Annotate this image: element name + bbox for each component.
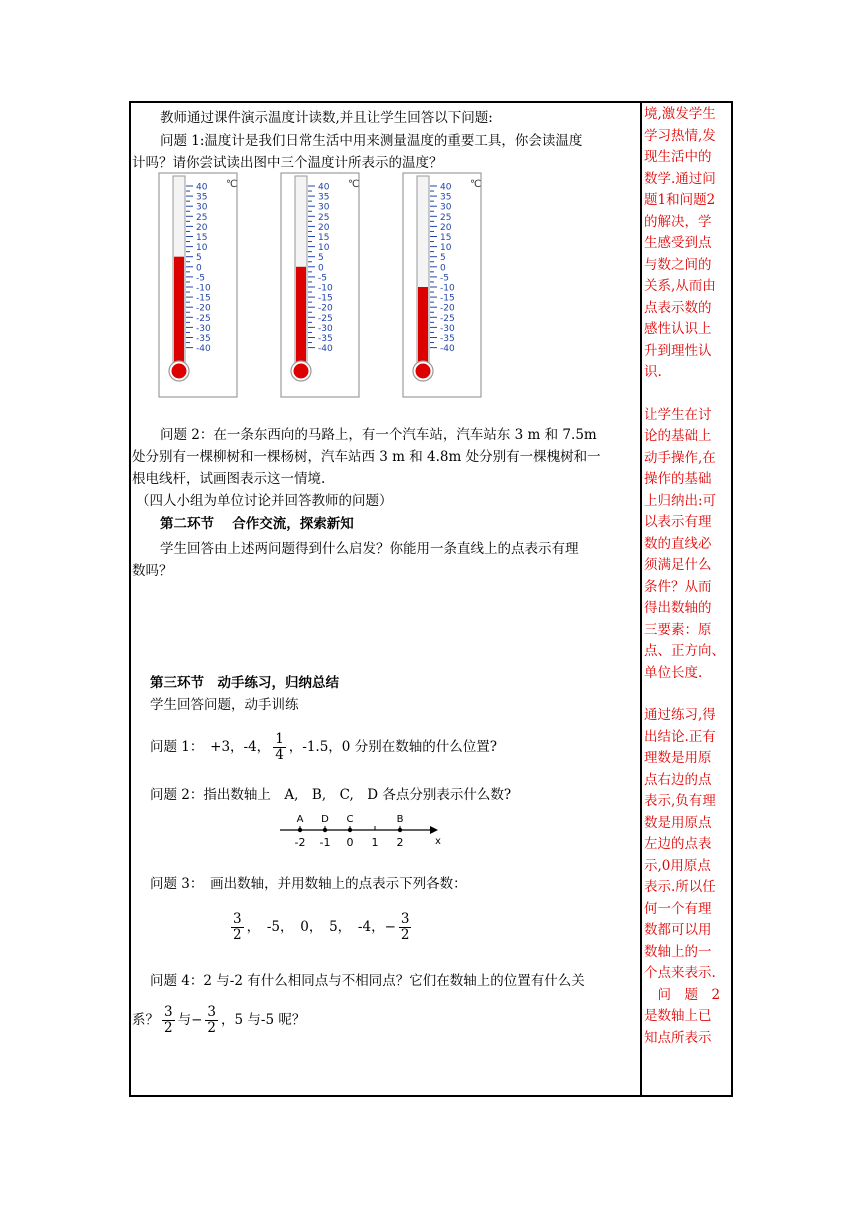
side-note-line: 数都可以用 xyxy=(644,922,712,938)
frac-denominator: 2 xyxy=(164,1020,173,1036)
side-note-line: 识. xyxy=(644,364,662,380)
side-note-block2 xyxy=(644,405,730,685)
question1-line2: 计吗？请你尝试读出图中三个温度计所表示的温度？ xyxy=(132,155,443,171)
side-note-line: 动手操作,在 xyxy=(644,449,716,466)
practice-question3-numbers xyxy=(228,905,414,949)
thermometer-tick-label: 0 xyxy=(196,263,202,274)
axis-point-b xyxy=(398,828,402,832)
thermometer-tick-label: 10 xyxy=(318,243,330,254)
thermometer-tick-label: -15 xyxy=(318,293,333,304)
thermometer-tick-label: 40 xyxy=(196,182,208,193)
axis-x-label: x xyxy=(435,836,441,847)
side-note-line: 生感受到点 xyxy=(644,235,712,251)
thermometer xyxy=(281,173,359,397)
mercury-column xyxy=(174,257,184,366)
side-note-line: 点表示数的 xyxy=(644,299,712,316)
thermometer-unit: ℃ xyxy=(470,179,482,190)
thermometer-tick-label: 10 xyxy=(440,243,452,254)
q1-suffix: ，-1.5，0 分别在数轴的什么位置? xyxy=(288,739,497,755)
practice-question2: 问题 2：指出数轴上 A, B, C, D 各点分别表示什么数? xyxy=(150,787,512,803)
thermometer-tick-label: -35 xyxy=(196,334,211,344)
frac-numerator: 3 xyxy=(233,911,242,928)
frac-numerator: 3 xyxy=(207,1004,216,1021)
thermometer-bulb xyxy=(416,364,431,379)
thermometer-tick-label: 25 xyxy=(440,212,452,223)
side-note-line: 境,激发学生 xyxy=(644,106,716,122)
thermometer-tick-label: -10 xyxy=(318,283,333,294)
frac-denominator: 4 xyxy=(275,747,284,763)
minus-sign: − xyxy=(384,919,396,935)
thermometer-tick-label: -5 xyxy=(440,273,449,284)
thermometer-tick-label: 25 xyxy=(196,212,208,223)
axis-tick-label: -1 xyxy=(319,836,331,849)
thermometer-tick-label: 20 xyxy=(196,222,208,233)
thermometer-tick-label: -35 xyxy=(318,334,333,344)
axis-tick-label: 2 xyxy=(396,836,404,849)
thermometer-tick-label: 30 xyxy=(440,202,452,213)
thermometer-tick-label: 5 xyxy=(318,253,324,264)
side-note-line: 知点所表示 xyxy=(644,1029,712,1046)
intro-text: 教师通过课件演示温度计读数,并且让学生回答以下问题: xyxy=(160,110,493,126)
thermometer-tick-label: -20 xyxy=(440,303,455,314)
frac-numerator: 1 xyxy=(275,731,284,748)
thermometer-tick-label: -10 xyxy=(440,283,455,294)
question2-line1: 问题 2：在一条东西向的马路上，有一个汽车站，汽车站东 3 m 和 7.5m xyxy=(160,427,597,443)
frac-denominator: 2 xyxy=(400,927,410,943)
thermometer-tick-label: 30 xyxy=(196,202,208,213)
frac-denominator: 2 xyxy=(207,1020,216,1036)
side-note-line: 论的基础上 xyxy=(644,428,712,444)
side-note-line: 何一个有理 xyxy=(644,900,712,917)
thermometer-tick-label: 10 xyxy=(196,243,208,254)
side-note-line: 现生活中的 xyxy=(644,149,712,165)
side-note-line: 数轴上的一 xyxy=(644,943,712,960)
thermometer-tick-label: 20 xyxy=(440,222,452,233)
thermometer-tick-label: 0 xyxy=(440,263,446,274)
thermometer-tick-label: -30 xyxy=(440,323,455,334)
section2-line2: 数吗？ xyxy=(132,563,173,579)
thermometer-tick-label: 15 xyxy=(440,233,452,243)
side-note-line: 通过练习,得 xyxy=(644,707,716,723)
side-note-line: 示,0用原点 xyxy=(644,857,711,874)
thermometer-unit: ℃ xyxy=(348,179,360,190)
frac-numerator: 3 xyxy=(164,1004,173,1021)
axis-point-label: C xyxy=(346,814,354,825)
thermometer-tick-label: 5 xyxy=(196,253,202,264)
side-note-line: 关系,从而由 xyxy=(644,278,716,294)
fraction-one-quarter xyxy=(273,732,286,763)
practice-question3: 问题 3： 画出数轴，并用数轴上的点表示下列各数： xyxy=(150,876,467,892)
thermometer-tick-label: 30 xyxy=(318,202,330,213)
thermometer-unit: ℃ xyxy=(226,179,238,190)
side-note-line: 以表示有理 xyxy=(644,514,712,530)
axis-point-d xyxy=(323,828,327,832)
side-note-line: 理数是用原 xyxy=(644,750,712,766)
side-note-block3 xyxy=(644,705,730,1049)
thermometer-tick-label: 40 xyxy=(440,182,452,193)
practice-question4-line2 xyxy=(132,998,305,1042)
q4-prefix: 系？ xyxy=(132,1012,159,1028)
side-notes-column xyxy=(644,104,730,1049)
number-line-figure xyxy=(275,810,455,852)
side-note-line: 出结论.正有 xyxy=(644,728,716,745)
thermometer-tick-label: 5 xyxy=(440,253,446,264)
side-note-line: 上归纳出:可 xyxy=(644,492,717,509)
q3-number-list: ， -5， 0， 5， -4， xyxy=(246,919,385,935)
axis-point-label: B xyxy=(396,814,404,825)
axis-tick-label: 0 xyxy=(346,836,354,849)
axis-tick-label: 1 xyxy=(371,836,379,849)
thermometer-tick-label: -20 xyxy=(318,303,333,314)
side-note-line: 数的直线必 xyxy=(644,535,712,552)
section2-title: 第二环节 合作交流，探索新知 xyxy=(160,516,354,532)
side-note-line: 得出数轴的 xyxy=(644,600,712,616)
group-note: （四人小组为单位讨论并回答教师的问题） xyxy=(136,493,393,509)
thermometer-tick-label: -10 xyxy=(196,283,211,294)
minus-sign: − xyxy=(191,1012,203,1028)
side-note-line: 左边的点表 xyxy=(644,836,712,852)
fraction-neg-three-halves xyxy=(399,912,412,943)
fraction-three-halves xyxy=(231,912,244,943)
thermometer-tick-label: 35 xyxy=(196,192,208,203)
side-note-line: 题1和问题2 xyxy=(644,192,716,208)
side-note-line: 个点来表示. xyxy=(644,965,716,981)
side-note-line: 问 题 2 xyxy=(644,986,721,1003)
section3-subtitle: 学生回答问题，动手训练 xyxy=(150,697,299,713)
thermometer-tick-label: -25 xyxy=(440,313,455,324)
q1-prefix: 问题 1： +3，-4， xyxy=(150,739,271,755)
side-note-line: 表示.所以任 xyxy=(644,879,716,895)
practice-question4-line1: 问题 4：2 与-2 有什么相同点与不相同点？它们在数轴上的位置有什么关 xyxy=(150,973,585,989)
side-note-line: 须满足什么 xyxy=(644,557,712,573)
thermometer-tick-label: 15 xyxy=(318,233,330,243)
axis-point-a xyxy=(298,828,302,832)
side-note-line: 与数之间的 xyxy=(644,256,712,273)
thermometer-tick-label: -5 xyxy=(196,273,205,284)
question2-line3: 根电线杆，试画图表示这一情境. xyxy=(132,471,326,487)
thermometer-tick-label: -15 xyxy=(196,293,211,304)
axis-point-c xyxy=(348,828,352,832)
thermometer-tick-label: -20 xyxy=(196,303,211,314)
thermometer-tick-label: 20 xyxy=(318,222,330,233)
side-note-line: 点、正方向、 xyxy=(644,643,725,659)
thermometer-tick-label: -15 xyxy=(440,293,455,304)
thermometer-tick-label: -40 xyxy=(318,344,333,355)
thermometer-tick-label: 0 xyxy=(318,263,324,274)
thermometer-tick-label: 40 xyxy=(318,182,330,193)
question1-line1: 问题 1:温度计是我们日常生活中用来测量温度的重要工具，你会读温度 xyxy=(160,133,583,149)
frac-numerator: 3 xyxy=(400,911,410,928)
thermometer-tick-label: -25 xyxy=(318,313,333,324)
thermometer-tick-label: -5 xyxy=(318,273,327,284)
practice-question1 xyxy=(150,726,497,768)
section3-title: 第三环节 动手练习，归纳总结 xyxy=(150,675,339,691)
thermometer-tick-label: 15 xyxy=(196,233,208,243)
side-note-line: 操作的基础 xyxy=(644,471,712,487)
question2-line2: 处分别有一棵柳树和一棵杨树，汽车站西 3 m 和 4.8m 处分别有一棵槐树和一 xyxy=(132,449,601,465)
thermometer xyxy=(159,173,237,397)
side-note-line: 的解决，学 xyxy=(644,213,712,230)
mercury-column xyxy=(418,287,428,366)
side-note-line: 数学.通过问 xyxy=(644,170,716,187)
thermometer-tick-label: -35 xyxy=(440,334,455,344)
thermometer-tick-label: -25 xyxy=(196,313,211,324)
thermometer-tick-label: 25 xyxy=(318,212,330,223)
thermometer-bulb xyxy=(294,364,309,379)
side-note-line: 让学生在讨 xyxy=(644,406,712,423)
thermometer-figure xyxy=(156,170,482,402)
thermometer xyxy=(403,173,481,397)
side-note-line: 学习热情,发 xyxy=(644,127,716,144)
side-note-line: 是数轴上已 xyxy=(644,1008,712,1024)
column-divider xyxy=(640,101,642,1097)
side-note-line: 条件？从而 xyxy=(644,578,712,595)
frac-denominator: 2 xyxy=(233,927,242,943)
fraction-neg-three-halves xyxy=(205,1005,218,1036)
side-note-line: 升到理性认 xyxy=(644,342,712,359)
side-note-block1 xyxy=(644,104,730,384)
thermometer-tick-label: -40 xyxy=(440,344,455,355)
thermometer-tick-label: -30 xyxy=(196,323,211,334)
thermometer-tick-label: -40 xyxy=(196,344,211,355)
side-note-line: 感性认识上 xyxy=(644,321,712,337)
q4-suffix: ，5 与-5 呢？ xyxy=(221,1012,306,1028)
section2-line1: 学生回答由上述两问题得到什么启发？你能用一条直线上的点表示有理 xyxy=(160,541,579,557)
axis-point-label: D xyxy=(321,814,329,825)
side-note-line: 表示,负有理 xyxy=(644,793,716,809)
thermometer-tick-label: 35 xyxy=(318,192,330,203)
side-note-line: 点右边的点 xyxy=(644,771,712,788)
side-note-line: 单位长度. xyxy=(644,664,703,681)
axis-point-label: A xyxy=(296,814,304,825)
fraction-three-halves xyxy=(162,1005,175,1036)
mercury-column xyxy=(296,267,306,366)
axis-arrow xyxy=(430,826,438,834)
thermometer-tick-label: 35 xyxy=(440,192,452,203)
thermometer-bulb xyxy=(172,364,187,379)
side-note-line: 数是用原点 xyxy=(644,814,712,831)
side-note-line: 三要素：原 xyxy=(644,621,712,638)
axis-tick-label: -2 xyxy=(294,836,306,849)
thermometer-tick-label: -30 xyxy=(318,323,333,334)
q4-and: 与 xyxy=(177,1012,192,1028)
